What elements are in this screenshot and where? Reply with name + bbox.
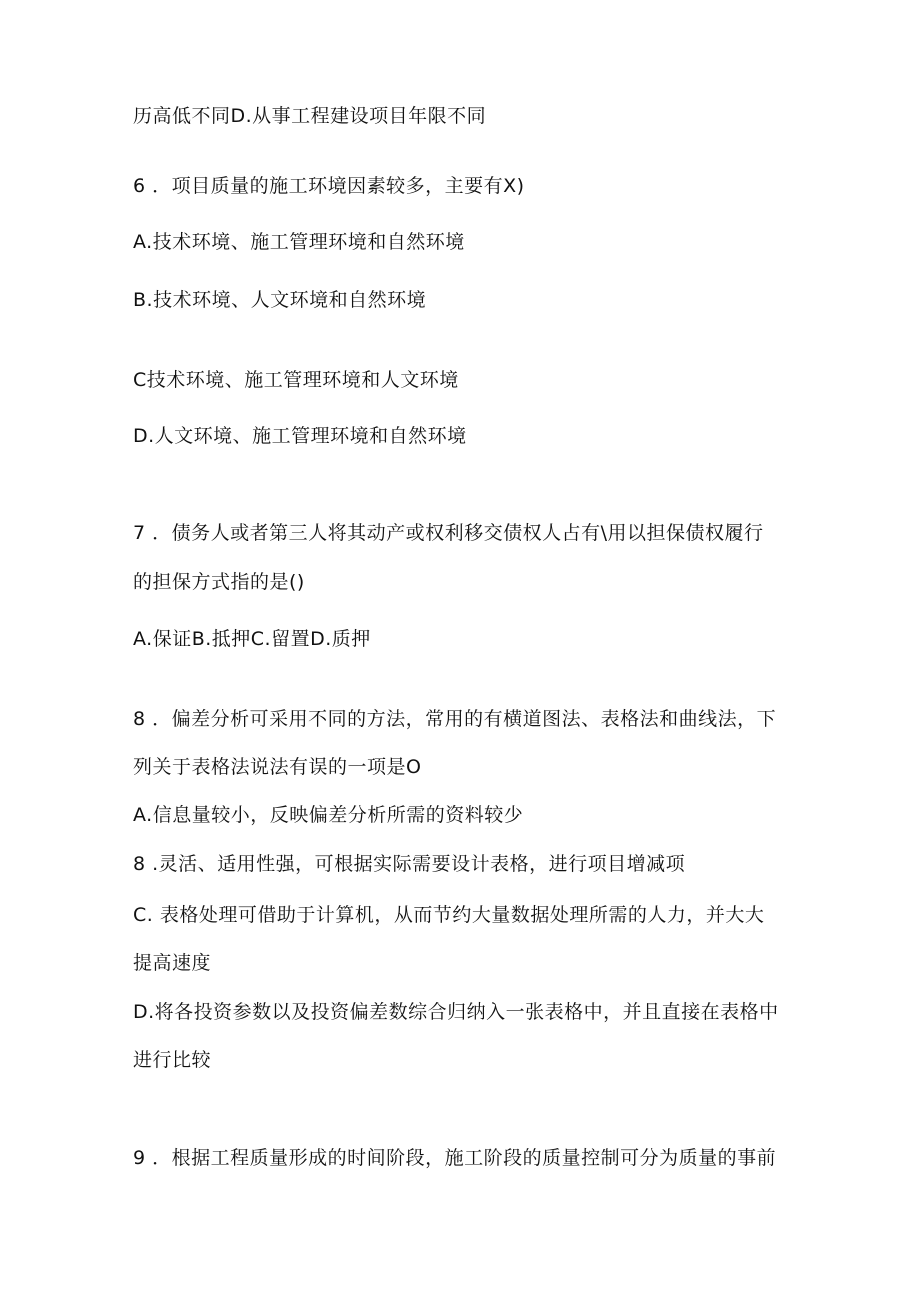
question-8-stem-line-2: 列关于表格法说法有误的一项是O <box>133 756 422 778</box>
question-8-option-c-line-1: C. 表格处理可借助于计算机，从而节约大量数据处理所需的人力，并大大 <box>133 904 765 926</box>
question-7-stem-line-1: 7 ．债务人或者第三人将其动产或权利移交债权人占有\用以担保债权履行 <box>133 522 764 544</box>
question-7-options: A.保证B.抵押C.留置D.质押 <box>133 628 371 650</box>
question-6-option-b: B.技术环境、人文环境和自然环境 <box>133 289 427 311</box>
question-7-stem-line-2: 的担保方式指的是() <box>133 571 305 593</box>
question-8-option-d-line-1: D.将各投资参数以及投资偏差数综合归纳入一张表格中，并且直接在表格中 <box>133 1001 779 1023</box>
question-6-option-c: C技术环境、施工管理环境和人文环境 <box>133 369 459 391</box>
question-9-stem: 9 ．根据工程质量形成的时间阶段，施工阶段的质量控制可分为质量的事前 <box>133 1147 777 1169</box>
question-6-option-a: A.技术环境、施工管理环境和自然环境 <box>133 231 465 253</box>
question-8-option-c-line-2: 提高速度 <box>133 952 212 974</box>
text-line-1: 历高低不同D.从事工程建设项目年限不同 <box>133 105 487 127</box>
question-6-option-d: D.人文环境、施工管理环境和自然环境 <box>133 425 467 447</box>
question-8-option-d-line-2: 进行比较 <box>133 1049 212 1071</box>
question-8-stem-line-1: 8 ．偏差分析可采用不同的方法，常用的有横道图法、表格法和曲线法，下 <box>133 708 777 730</box>
question-6-stem: 6 ．项目质量的施工环境因素较多，主要有X) <box>133 175 525 197</box>
question-8-option-a: A.信息量较小，反映偏差分析所需的资料较少 <box>133 804 524 826</box>
question-8-option-b: 8 .灵活、适用性强，可根据实际需要设计表格，进行项目增减项 <box>133 853 686 875</box>
